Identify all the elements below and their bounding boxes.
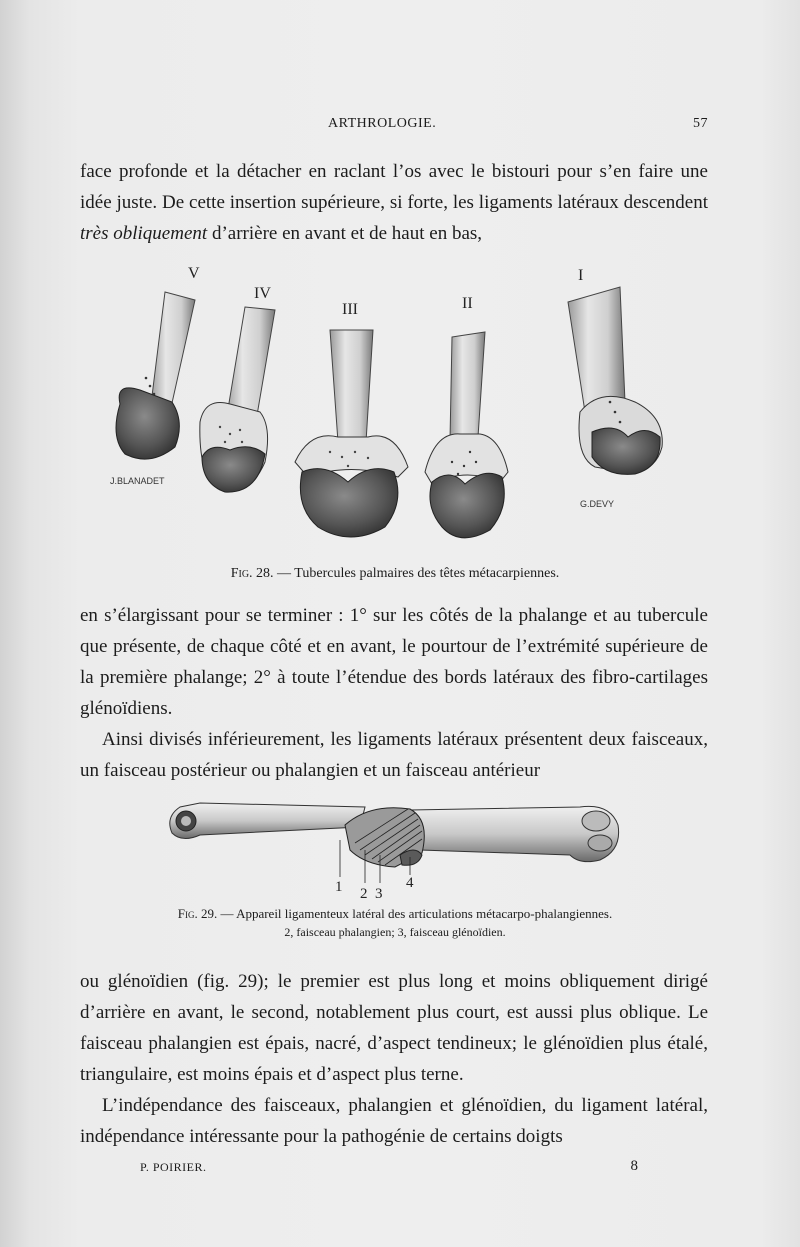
metacarpal-iv (200, 307, 275, 492)
figure-28-label-v: V (188, 265, 200, 282)
paragraph-4: ou glénoïdien (fig. 29); le premier est plus long et moins obliquement dirigé d’arrière en avant, le second, notablement plus court, est aussi plus oblique. Le faisceau phalangien est épais, nacré, d’aspect tendineux; le glénoïdien plus étalé, triangulaire, est moins épais et d’aspect plus terne. (80, 971, 708, 1085)
figure-29-label-4: 4 (406, 875, 414, 891)
ligament-fan (345, 808, 424, 867)
figure-28-signature-right: G.DEVY (580, 499, 615, 509)
running-head-title: ARTHROLOGIE. (328, 116, 437, 131)
figure-29-caption-prefix: Fig. 29. (177, 906, 218, 921)
metacarpal-iii (295, 330, 408, 537)
page-footer (78, 1158, 708, 1178)
metacarpal-bone (410, 806, 619, 861)
footer-author: P. POIRIER. (140, 1160, 207, 1174)
figure-29-caption (80, 906, 710, 940)
paragraph-4-5 (80, 966, 708, 1152)
page-number: 57 (693, 116, 708, 131)
figure-28-caption (80, 566, 710, 582)
figure-28-label-iv: IV (254, 285, 271, 302)
paragraph-2-3 (80, 600, 708, 786)
paragraph-1 (80, 156, 708, 249)
figure-28-label-iii: III (342, 301, 358, 318)
figure-28-illustration (80, 262, 710, 552)
figure-28-signature-left: J.BLANADET (110, 476, 165, 486)
paragraph-1-emphasis: très obliquement (80, 223, 208, 244)
metacarpal-v (116, 292, 195, 459)
paragraph-3: Ainsi divisés inférieurement, les ligaments latéraux présentent deux faisceaux, un faisceau postérieur ou phalangien et un faisceau antérieur (80, 729, 708, 781)
figure-29-label-3: 3 (375, 886, 383, 900)
running-head (78, 116, 708, 136)
figure-29-caption-line-2: 2, faisceau phalangien; 3, faisceau glénoïdien. (284, 925, 506, 939)
figure-29-label-1: 1 (335, 879, 343, 895)
figure-28-label-i: I (578, 267, 584, 284)
paragraph-1-text-a: face profonde et la détacher en raclant l’os avec le bistouri pour s’en faire une idée juste. De cette insertion supérieure, si forte, les ligaments latéraux descendent (80, 161, 708, 213)
figure-29-caption-text: — Appareil ligamenteux latéral des articulations métacarpo-phalangiennes. (217, 906, 613, 921)
paragraph-1-text-b: d’arrière en avant et de haut en bas, (207, 223, 483, 244)
figure-29-label-2: 2 (360, 886, 368, 900)
figure-28-label-ii: II (462, 295, 473, 312)
metacarpal-i (568, 287, 662, 474)
metacarpal-ii (425, 332, 508, 538)
figure-29-illustration (160, 795, 630, 900)
paragraph-2: en s’élargissant pour se terminer : 1° sur les côtés de la phalange et au tubercule que présente, de chaque côté et en avant, le pourtour de l’extrémité supérieure de la première phalange; 2° à toute l’étendue des bords latéraux des fibro-cartilages glénoïdiens. (80, 605, 708, 719)
figure-28-caption-text: — Tubercules palmaires des têtes métacarpiennes. (273, 566, 560, 581)
footer-signature: 8 (630, 1158, 638, 1174)
phalanx-bone (170, 803, 365, 839)
paragraph-5: L’indépendance des faisceaux, phalangien et glénoïdien, du ligament latéral, indépendance intéressante pour la pathogénie de certains doigts (80, 1095, 708, 1147)
figure-28-caption-prefix: Fig. 28. (230, 566, 274, 581)
